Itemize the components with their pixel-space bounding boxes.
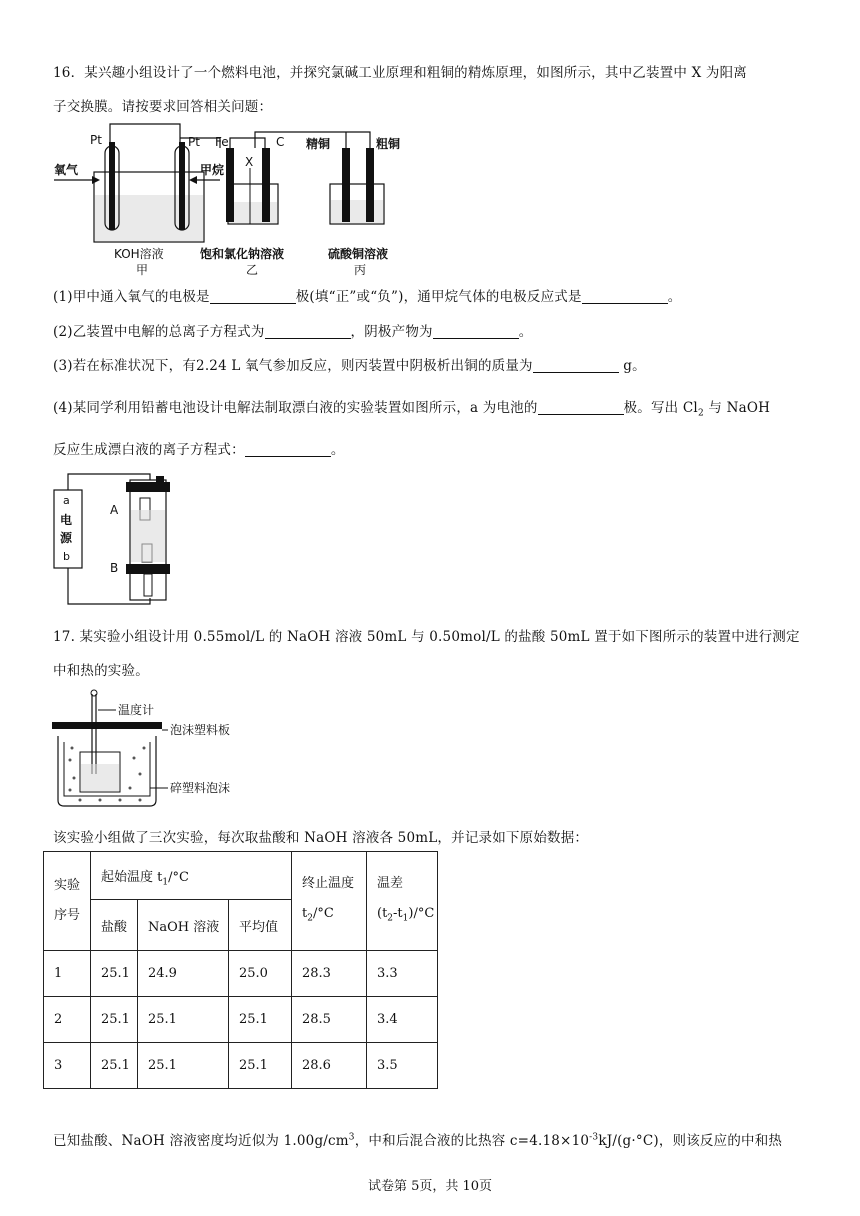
q17-intro-line-1: 17. 某实验小组设计用 0.55mol/L 的 NaOH 溶液 50mL 与 0.50mol/L 的盐酸 50mL 置于如下图所示的装置中进行测定 [53,629,800,645]
q17-data-table [43,851,438,1089]
q16-p4-text-b: 极。写出 [623,400,679,416]
table-cell: 25.1 [138,1043,229,1089]
table-cell: 25.1 [91,951,138,997]
header-sub: 1 [162,877,169,888]
table-cell: 25.1 [229,997,292,1043]
header-text: 实验 [54,878,81,893]
q16-p2-text-b: ，阴极产物为 [350,324,433,340]
table-row [44,951,438,997]
label-electrode-a: A [110,503,119,517]
q17-last-text-b: ，中和后混合液的比热容 c=4.18×10 [354,1133,590,1149]
q16-p1-text-b: 极(填“正”或“负”)，通甲烷气体的电极反应式是 [295,289,582,305]
label-power-char-2: 源 [60,531,73,545]
table-cell: 28.5 [292,997,367,1043]
table-cell: 2 [44,997,91,1043]
q16-p3-volume: 2.24 L [196,358,241,374]
q16-p1-text-a: (1)甲中通入氧气的电极是 [53,289,210,305]
label-fe: Fe [215,135,229,149]
q17-last-sup2: -3 [589,1132,599,1143]
header-text: 温差 [377,875,404,891]
label-pt-left: Pt [90,133,102,147]
q17-last-text-a: 已知盐酸、NaOH 溶液密度均近似为 1.00g/cm [53,1133,349,1149]
q16-p3-text-c: 。 [632,358,646,374]
label-foam-bits: 碎塑料泡沫 [170,781,231,795]
q17-last-text-c: kJ/(g·°C)，则该反应的中和热 [598,1133,783,1149]
q16-intro-line-1: 16．某兴趣小组设计了一个燃料电池，并探究氯碱工业原理和粗铜的精炼原理，如图所示，其中乙装置中 X 为阳离 [53,65,747,81]
q17-calorimeter-diagram [50,688,250,814]
header-end-temp [292,852,367,951]
answer-blank[interactable] [433,324,519,339]
label-foam-board: 泡沫塑料板 [170,723,231,737]
label-power-char-1: 电 [60,513,73,527]
answer-blank[interactable] [538,400,624,415]
table-cell: 28.3 [292,951,367,997]
answer-blank[interactable] [533,358,619,373]
header-text: (t [377,905,388,921]
header-text: )/°C [408,905,435,921]
table-cell: 25.1 [229,1043,292,1089]
q16-part-3 [53,354,646,374]
q16-p2-text-a: (2)乙装置中电解的总离子方程式为 [53,324,265,340]
label-koh: KOH溶液 [114,247,164,261]
q16-p4-cl-sub: 2 [697,408,704,419]
table-row [44,1043,438,1089]
label-oxygen: 氧气 [54,163,79,177]
table-cell: 25.1 [138,997,229,1043]
header-text: 序号 [54,908,81,923]
q16-p1-text-c: 。 [667,289,682,305]
header-text: 起始温度 t [101,870,163,885]
label-x: X [245,155,254,169]
q16-part-4-line-1 [53,396,770,419]
label-crude-copper: 粗铜 [376,137,401,151]
header-sub: 2 [307,913,313,924]
table-cell: 3 [44,1043,91,1089]
table-cell: 25.0 [229,951,292,997]
table-cell: 3.5 [367,1043,438,1089]
q16-p4-text-c: 与 NaOH [708,400,771,416]
header-sub: 1 [402,913,409,924]
header-text: /°C [312,905,334,921]
q16-p3-text-b: 氧气参加反应，则丙装置中阴极析出铜的质量为 [245,358,533,374]
table-cell: 25.1 [91,997,138,1043]
table-cell: 1 [44,951,91,997]
header-experiment-no [44,852,91,951]
answer-blank[interactable] [582,289,668,304]
q16-p4-line2-text-b: 。 [330,442,345,458]
header-naoh: NaOH 溶液 [138,900,229,951]
label-methane: 甲烷 [200,163,225,177]
header-text: t [302,905,308,921]
q16-part-4-line-2 [53,438,345,458]
q17-intro-line-2: 中和热的实验。 [53,663,149,679]
header-average: 平均值 [229,900,292,951]
header-text: 终止温度 [302,875,355,891]
label-nacl: 饱和氯化钠溶液 [200,247,285,261]
label-cuso4: 硫酸铜溶液 [328,247,389,261]
table-cell: 25.1 [91,1043,138,1089]
q16-p4-line2-text-a: 反应生成漂白液的离子方程式： [53,442,245,458]
answer-blank[interactable] [210,289,296,304]
header-text: /°C [168,870,189,885]
table-cell: 24.9 [138,951,229,997]
label-thermometer: 温度计 [118,703,155,717]
q17-last-sup: 3 [348,1132,355,1143]
q16-p3-unit: g [623,358,633,374]
label-bing: 丙 [354,263,367,277]
table-cell: 28.6 [292,1043,367,1089]
header-start-temp [91,852,292,900]
q16-p4-text-a: (4)某同学利用铅蓄电池设计电解法制取漂白液的实验装置如图所示，a 为电池的 [53,400,538,416]
label-power-b: b [63,550,70,563]
header-temp-diff [367,852,438,951]
q16-p2-text-c: 。 [518,324,533,340]
q16-p4-cl: Cl [682,400,698,416]
table-cell: 3.3 [367,951,438,997]
q16-apparatus-diagram [50,120,420,282]
table-cell: 3.4 [367,997,438,1043]
q16-part-2 [53,320,532,340]
header-sub: 2 [387,913,394,924]
label-refined-copper: 精铜 [306,137,331,151]
label-electrode-b: B [110,561,119,575]
answer-blank[interactable] [265,324,351,339]
answer-blank[interactable] [245,442,331,457]
table-row [44,997,438,1043]
q17-data-intro: 该实验小组做了三次实验，每次取盐酸和 NaOH 溶液各 50mL，并记录如下原始数据： [53,830,589,846]
label-power-a: a [63,494,70,507]
q16-bleach-apparatus-diagram [50,470,180,610]
label-pt-right: Pt [188,135,200,149]
label-jia: 甲 [136,263,149,277]
label-c: C [276,135,285,149]
label-yi: 乙 [246,263,259,277]
page-footer: 试卷第 5页，共 10页 [367,1179,493,1194]
header-text: -t [393,905,403,921]
q16-p3-text-a: (3)若在标准状况下，有 [53,358,197,374]
q16-part-1 [53,285,681,305]
header-hcl: 盐酸 [91,900,138,951]
q17-last-line [53,1129,782,1149]
q16-intro-line-2: 子交换膜。请按要求回答相关问题： [53,99,273,115]
